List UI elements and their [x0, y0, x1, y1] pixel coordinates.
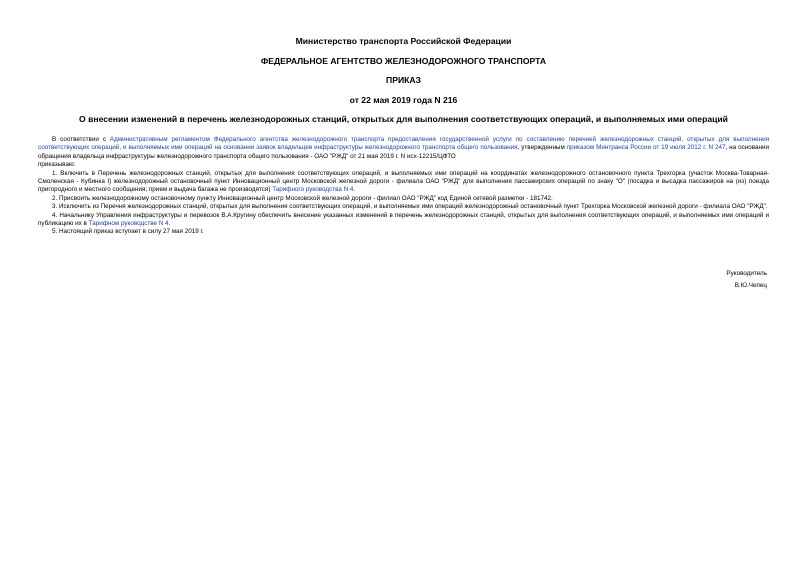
ministry-name: Министерство транспорта Российской Федерации — [295, 36, 512, 46]
document-body — [38, 136, 769, 237]
item-1-end: . — [353, 186, 356, 194]
item-4-text: 4. Начальнику Управления инфраструктуры и перевозок В.А.Кругину обеспечить внесение указанных изменений в перечень железнодорожных станций, открытых для выполнения соответствующих операций, и выполняемых ими операций и публикацию их в — [38, 211, 769, 228]
item-2: 2. Присвоить железнодорожному остановочному пункту Инновационный центр Московской железной дороги - филиал ОАО "РЖД" код Единой сетевой разметки - 181742. — [52, 194, 553, 202]
item-4-end: . — [168, 220, 171, 228]
item-3: 3. Исключить из Перечня железнодорожных станций, открытых для выполнения соответствующих операций, и выполняемых ими операций железнодорожный остановочный пункт Трехгорка Московской железной дороги - филиала ОАО "РЖД". — [52, 203, 768, 211]
preamble-text-1: В соответствии с — [52, 136, 110, 143]
item-5: 5. Настоящий приказ вступает в силу 27 мая 2019 г. — [52, 228, 204, 236]
item-1-text: 1. Включить в Перечень железнодорожных станций, открытых для выполнения соответствующих операций, и выполняемых ими операций на координатах железнодорожного остановочного пункта Трехгорка (участок Москва-Товарная-Смоленская - Кубинка I) железнодорожный остановочный пункт Инновационный центр Московской железной дороги - филиала ОАО "РЖД" для выполнения пассажирских операций по знаку "О" (посадка и высадка пассажиров на (из) поезда пригородного и местного сообщения; прием и выдача багажа не производятся) — [38, 169, 769, 194]
signature-position: Руководитель — [726, 270, 767, 277]
document-title: О внесении изменений в перечень железнодорожных станций, открытых для выполнения соответствующих операций, и выполняемых ими операций — [79, 114, 728, 124]
preamble-text-3: , на основании обращения владельца инфраструктуры железнодорожного транспорта общего пользования - ОАО "РЖД" от 21 мая 2019 г. N исх-12215/ЦФТО — [38, 144, 769, 160]
mintrans-order-link[interactable]: приказом Минтранса России от 19 июля 2012 г. N 247 — [566, 144, 726, 152]
signature-name: В.Ю.Чепец — [734, 282, 767, 289]
tariff-guide-link-1[interactable]: Тарифного руководства N 4 — [272, 186, 354, 194]
item-4 — [38, 212, 769, 229]
preamble-paragraph — [38, 136, 769, 161]
document-type: ПРИКАЗ — [386, 75, 421, 85]
regulation-link[interactable]: Административным регламентом Федерального агентства железнодорожного транспорта предоставления государственной услуги по составлению перечней железнодорожных станций, открытых для выполнения соответствующих операций, и выполняемых ими операций на основании заявок владельцев инфраструктуры железнодорожного транспорта общего пользования — [38, 136, 769, 152]
agency-name: ФЕДЕРАЛЬНОЕ АГЕНТСТВО ЖЕЛЕЗНОДОРОЖНОГО ТРАНСПОРТА — [260, 56, 547, 66]
preamble-text-2: , утвержденным — [517, 144, 567, 152]
document-date-number: от 22 мая 2019 года N 216 — [349, 95, 458, 105]
order-word: приказываю: — [38, 161, 76, 169]
signature-block — [726, 268, 767, 292]
tariff-guide-link-2[interactable]: Тарифном руководстве N 4 — [88, 220, 169, 228]
item-1 — [38, 170, 769, 195]
